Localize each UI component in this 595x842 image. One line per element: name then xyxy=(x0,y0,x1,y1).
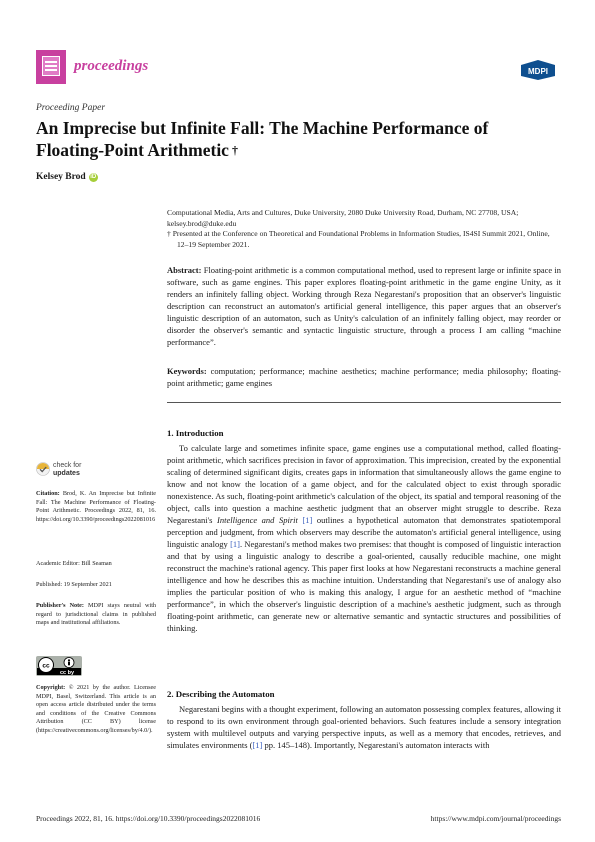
orcid-icon[interactable]: iD xyxy=(90,174,97,180)
keywords xyxy=(167,365,561,389)
section-heading-introduction: 1. Introduction xyxy=(167,428,224,438)
author-name[interactable]: Kelsey Brod xyxy=(36,172,86,182)
citation-text: Brod, K. An Imprecise but Infinite Fall: The Machine Performance of Floating-Point Arithmetic. Proceedings 2022, 81, 16. https://doi.org/10.3390/proceedings2022081016 xyxy=(36,490,157,523)
author xyxy=(36,172,98,182)
intro-text-c: . Negarestani's method makes two premises: that thought is composed of linguistic interaction and that by using a linguistic analogy to describe a goal-oriented, causally reducible machine, one might reconstruct the machine's rational agency. This paper first looks at how Negarestani reconstructs a machine general intelligence and how he describes this as machine intuition. Understanding that Negarestani's use of analogy also implies the particular position of who is making this analogy, I argue for an aesthetic method of “machine performance”, in which the observer's linguistic description of a machine's aesthetic judgment, such as through floating-point arithmetic, can generate new or alternative semantic and syntactic structures and possibilities of thinking. xyxy=(167,539,562,633)
academic-editor: Academic Editor: Bill Seaman xyxy=(36,560,112,567)
cc-by-license-icon[interactable] xyxy=(36,656,82,676)
title-text: An Imprecise but Infinite Fall: The Machine Performance of Floating-Point Arithmetic xyxy=(36,118,489,160)
mdpi-logo xyxy=(517,60,560,80)
divider xyxy=(167,402,561,403)
intro-text-a: To calculate large and sometimes infinite space, game engines use a computational method, called floating-point arithmetic, which sacrifices precision in favor of approximation. This imprecision, created by the exponential scaling of determined significant digits, creates gaps in information that simultaneously allows the game engine to know and not know the location of a game object, and for the calculated object to exist through sporadic nonexistence. As such, floating-point arithmetic's calculation of the object, its spatial and temporal reasoning of the object, calls into question a machine aesthetic judgment that an observer might struggle to describe. Reza Negarestani's xyxy=(167,443,561,525)
citation-block xyxy=(36,490,156,524)
page-title xyxy=(36,117,556,161)
auto-text-a: Negarestani begins with a thought experiment, following an automaton possessing complex features, allowing it to respond to its own environment through goal-oriented behaviors. Such features include a sensory integration system with multilevel outputs and varying perspective inputs, as well as a memory that encodes, retrieves, and simulates environments ( xyxy=(167,704,561,750)
publisher-note-label: Publisher's Note: xyxy=(36,602,84,609)
citation-link[interactable]: [1] xyxy=(230,539,240,549)
check-text-a: check for xyxy=(53,462,82,469)
keywords-label: Keywords: xyxy=(167,366,207,376)
journal-logo xyxy=(36,50,66,84)
citation-link[interactable]: [1] xyxy=(302,515,313,525)
check-updates-icon xyxy=(36,462,50,476)
footer-journal-link[interactable]: https://www.mdpi.com/journal/proceedings xyxy=(430,814,561,823)
auto-text-b: pp. 145–148). Importantly, Negarestani's automaton interacts with xyxy=(262,740,490,750)
footer-citation[interactable]: Proceedings 2022, 81, 16. https://doi.org/10.3390/proceedings2022081016 xyxy=(36,814,261,823)
automaton-paragraph xyxy=(167,703,561,751)
abstract-label: Abstract: xyxy=(167,265,202,275)
abstract xyxy=(167,264,561,348)
license-badge-text: cc by xyxy=(59,670,75,676)
introduction-paragraph xyxy=(167,442,561,634)
article-type: Proceeding Paper xyxy=(36,103,106,113)
publisher-name: MDPI xyxy=(528,67,548,76)
title-footnote-mark: † xyxy=(231,143,238,157)
section-heading-automaton: 2. Describing the Automaton xyxy=(167,689,275,699)
keywords-text: computation; performance; machine aesthetics; machine performance; media philosophy; floating-point arithmetic; game engines xyxy=(167,366,561,388)
copyright-block xyxy=(36,684,156,736)
copyright-label: Copyright: xyxy=(36,684,66,691)
copyright-text: © 2021 by the author. Licensee MDPI, Basel, Switzerland. This article is an open access article distributed under the terms and conditions of the Creative Commons Attribution (CC BY) license (https://creativecommons.org/licenses/by/4.0/). xyxy=(36,684,156,734)
affiliation xyxy=(167,208,561,250)
book-title: Intelligence and Spirit xyxy=(217,515,298,525)
publisher-note xyxy=(36,602,156,628)
affiliation-note: † Presented at the Conference on Theoretical and Foundational Problems in Information Studies, IS4SI Summit 2021, Online, 12–19 September 2021. xyxy=(167,229,550,249)
abstract-text: Floating-point arithmetic is a common computational method, used to represent large or infinite space in software, such as game engines. This paper explores floating-point arithmetic in the game engine Unity, as it renders an infinitely falling object. Working through Reza Negarestani's proposition that an observer's linguistic description can reconstruct an automaton's artificial general intelligence, this paper argues that an observer's linguistic description of an automaton, such as Unity's calculation of an infinitely falling object, may reorder or disorder the observer's semantic and syntactic linguistic structure, through a process I am calling “machine performance”. xyxy=(167,265,561,347)
publisher-note-text: MDPI stays neutral with regard to jurisdictional claims in published maps and institutional affiliations. xyxy=(36,602,157,627)
svg-text:cc: cc xyxy=(42,662,50,670)
check-for-updates-badge[interactable] xyxy=(36,462,156,482)
citation-link[interactable]: [1] xyxy=(252,740,263,750)
citation-label: Citation: xyxy=(36,490,60,497)
check-text-b: updates xyxy=(53,470,80,477)
intro-text-b: outlines a hypothetical automaton that demonstrates spatiotemporal perception and judgment, from which observers may describe the automaton's artificial general intelligence, using linguistic analogy xyxy=(167,515,561,549)
published-date: Published: 19 September 2021 xyxy=(36,581,112,588)
affiliation-address: Computational Media, Arts and Cultures, Duke University, 2080 Duke University Road, Durham, NC 27708, USA; kelsey.brod@duke.edu xyxy=(167,208,519,228)
journal-name: proceedings xyxy=(74,58,149,74)
